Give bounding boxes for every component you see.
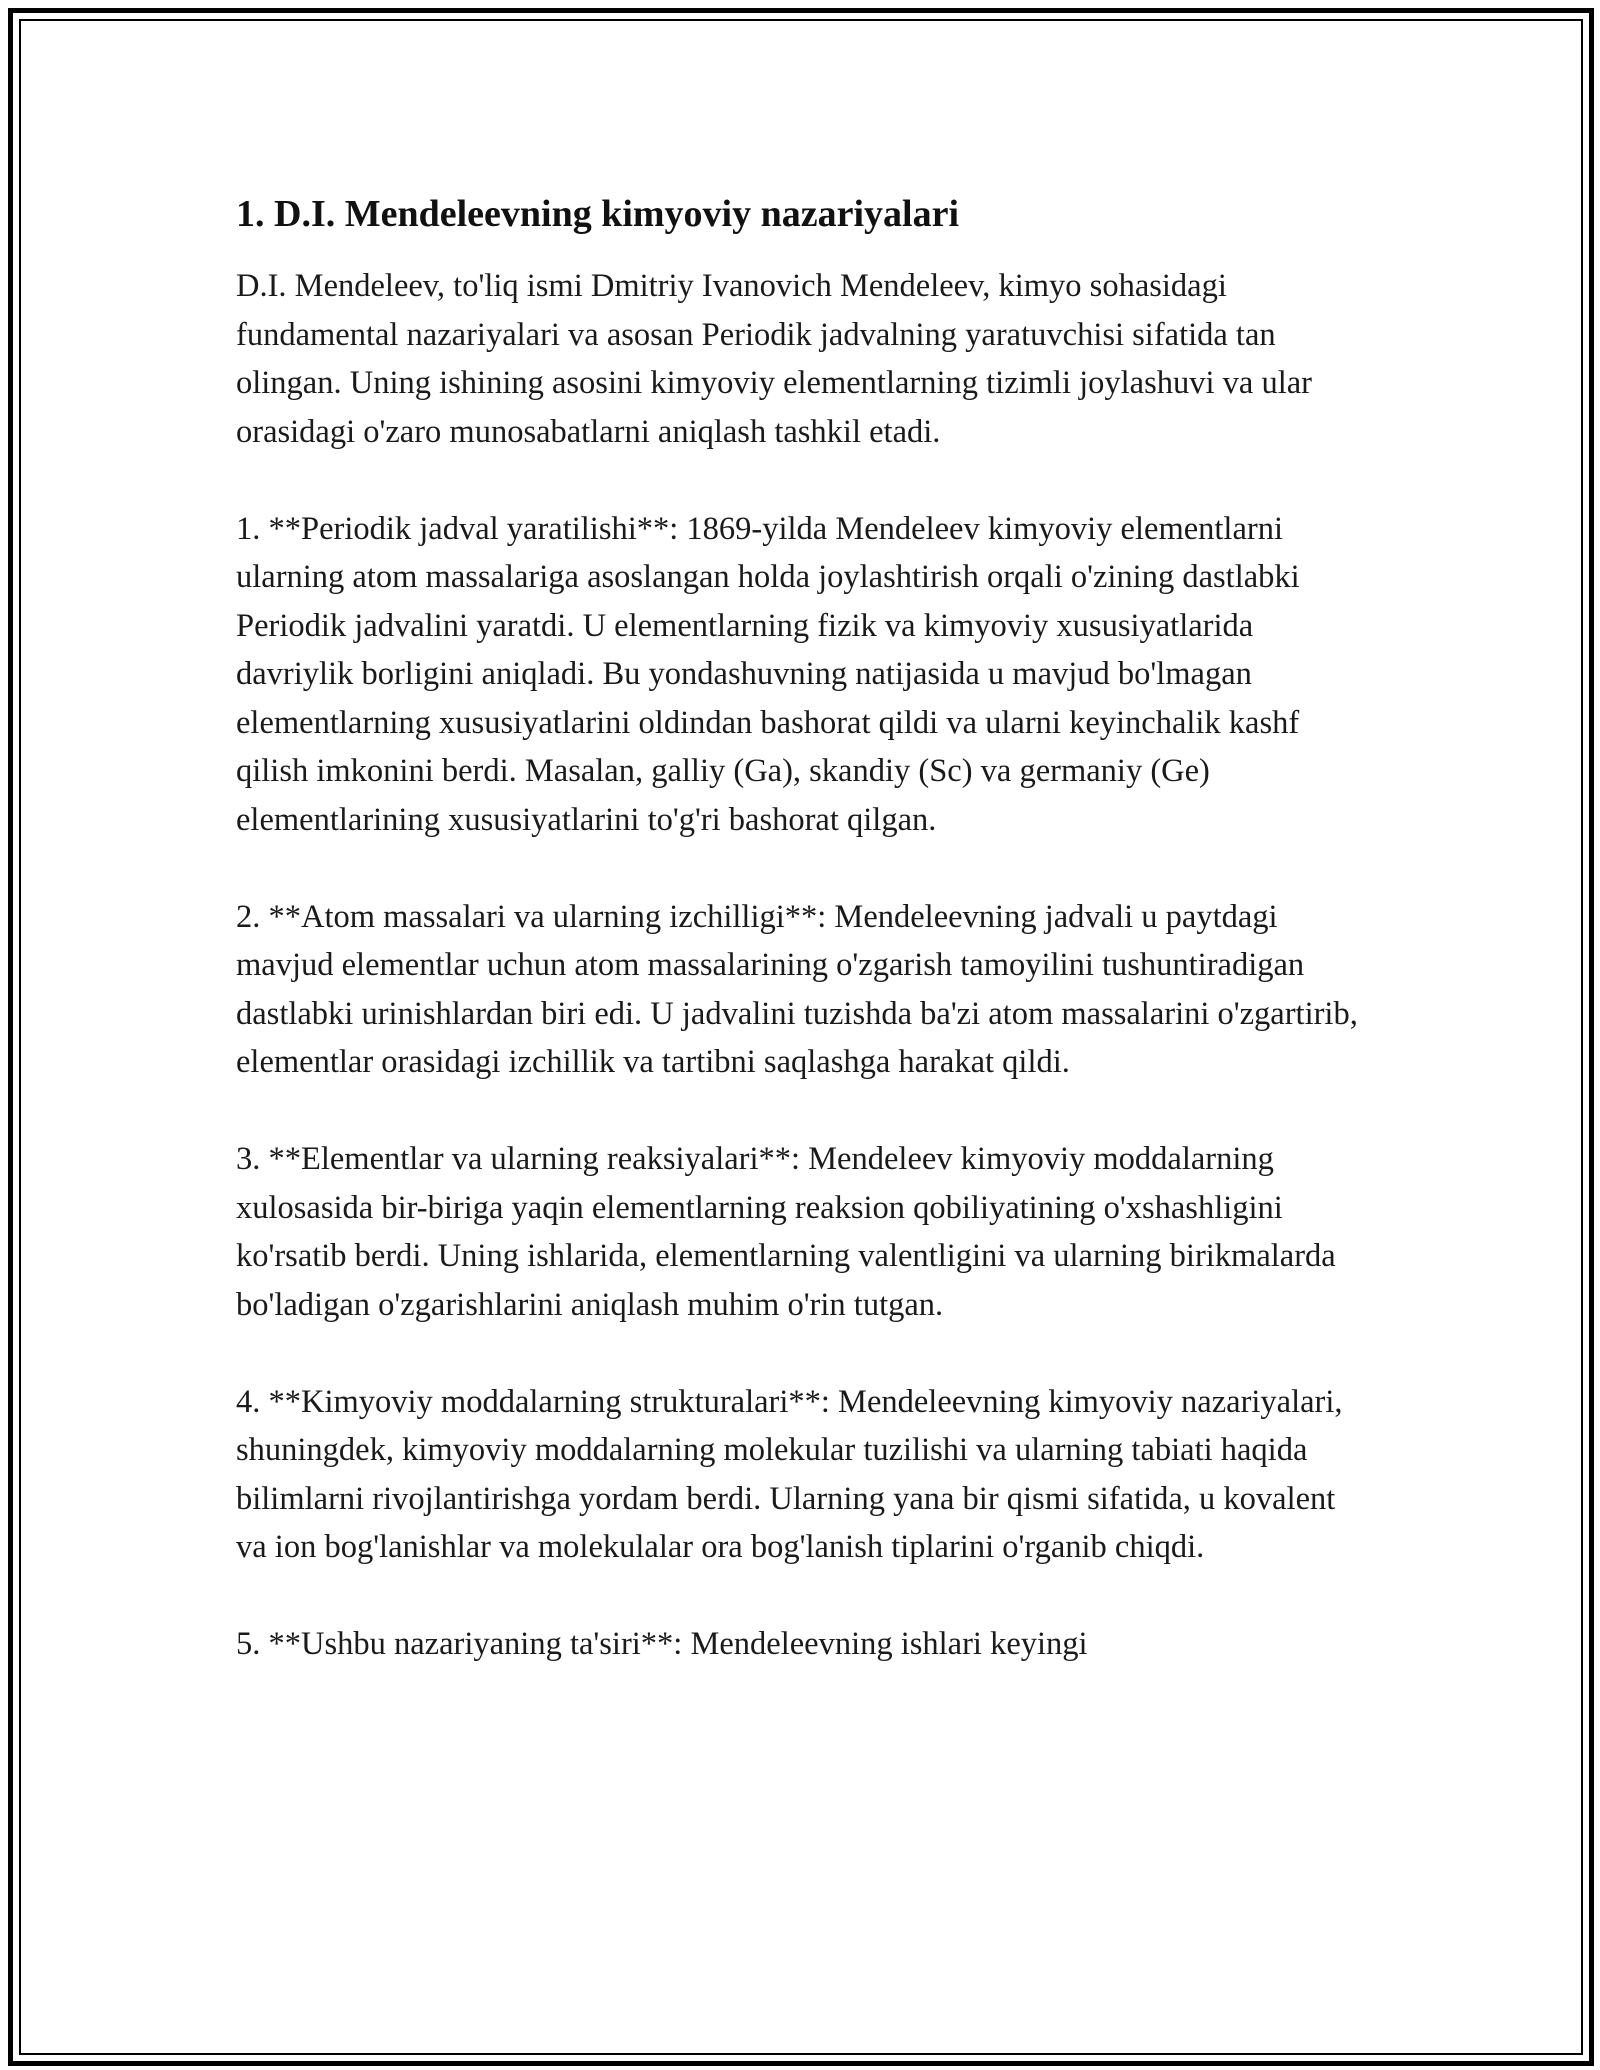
document-body xyxy=(236,190,1366,1717)
page-title: 1. D.I. Mendeleevning kimyoviy nazariyalari xyxy=(236,193,960,235)
list-item-substance-structures: 4. **Kimyoviy moddalarning strukturalari**: Mendeleevning kimyoviy nazariyalari, shuningdek, kimyoviy moddalarning molekular tuzilishi va ularning tabiati haqida bilimlarni rivojlantirishga yordam berdi. Ularning yana bir qismi sifatida, u kovalent va ion bog'lanishlar va molekulalar ora bog'lanish tiplarini o'rganib chiqdi. xyxy=(236,1383,1343,1565)
list-item-periodic-table: 1. **Periodik jadval yaratilishi**: 1869-yilda Mendeleev kimyoviy elementlarni ularning atom massalariga asoslangan holda joylashtirish orqali o'zining dastlabki Periodik jadvalini yaratdi. U elementlarning fizik va kimyoviy xususiyatlarida davriylik borligini aniqladi. Bu yondashuvning natijasida u mavjud bo'lmagan elementlarning xususiyatlarini oldindan bashorat qildi va ularni keyinchalik kashf qilish imkonini berdi. Masalan, galliy (Ga), skandiy (Sc) va germaniy (Ge) elementlarining xususiyatlarini to'g'ri bashorat qilgan. xyxy=(236,510,1300,838)
list-item-theory-impact: 5. **Ushbu nazariyaning ta'siri**: Mendeleevning ishlari keyingi xyxy=(236,1626,1088,1662)
list-item-element-reactions: 3. **Elementlar va ularning reaksiyalari**: Mendeleev kimyoviy moddalarning xulosasida bir-biriga yaqin elementlarning reaksion qobiliyatining o'xshashligini ko'rsatib berdi. Uning ishlarida, elementlarning valentligini va ularning birikmalarda bo'ladigan o'zgarishlarini aniqlash muhim o'rin tutgan. xyxy=(236,1141,1336,1323)
list-item-atomic-masses: 2. **Atom massalari va ularning izchilligi**: Mendeleevning jadvali u paytdagi mavjud elementlar uchun atom massalarining o'zgarish tamoyilini tushuntiradigan dastlabki urinishlardan biri edi. U jadvalini tuzishda ba'zi atom massalarini o'zgartirib, elementlar orasidagi izchillik va tartibni saqlashga harakat qildi. xyxy=(236,898,1358,1080)
intro-paragraph: D.I. Mendeleev, to'liq ismi Dmitriy Ivanovich Mendeleev, kimyo sohasidagi fundamental nazariyalari va asosan Periodik jadvalning yaratuvchisi sifatida tan olingan. Uning ishining asosini kimyoviy elementlarning tizimli joylashuvi va ular orasidagi o'zaro munosabatlarni aniqlash tashkil etadi. xyxy=(236,268,1312,450)
